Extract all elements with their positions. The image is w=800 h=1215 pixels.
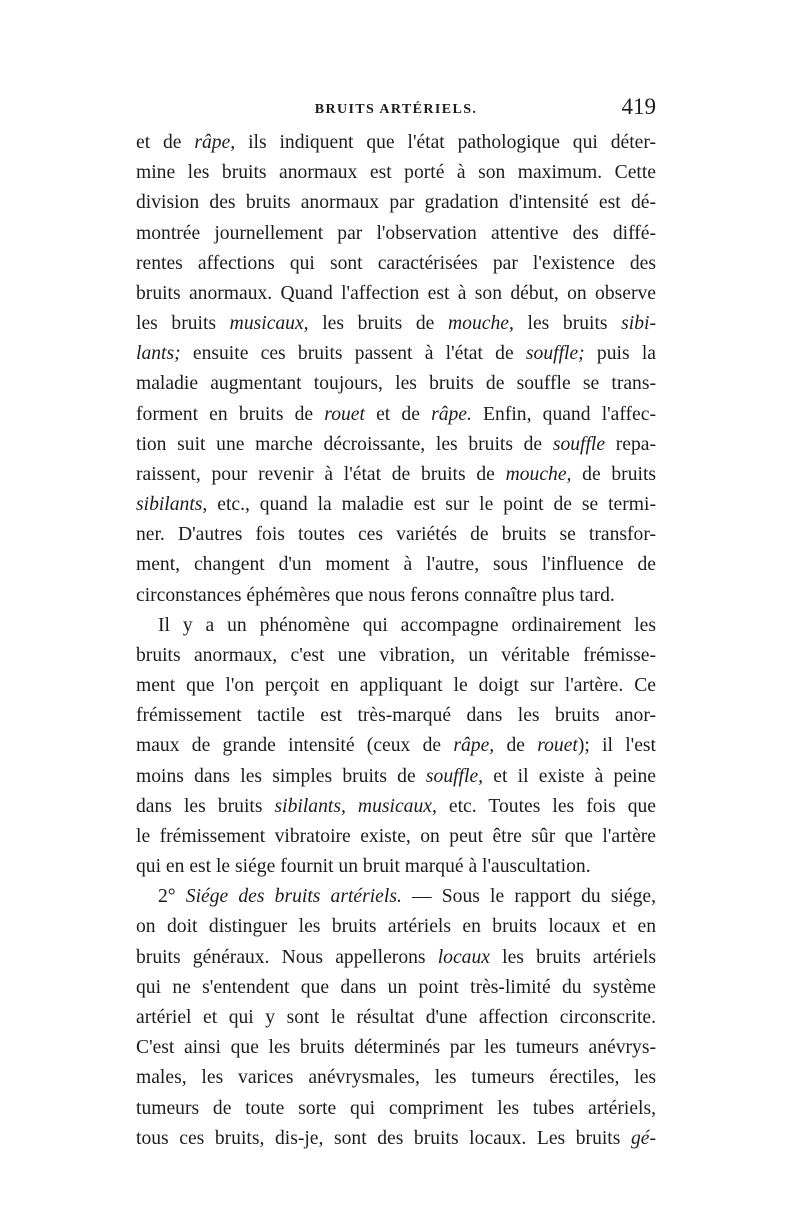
text-line bbox=[136, 731, 656, 761]
text-run: maladie augmentant toujours, les bruits de souffle se trans- bbox=[136, 373, 656, 395]
text-line bbox=[136, 1003, 656, 1033]
text-line bbox=[136, 641, 656, 671]
text-run: C'est ainsi que les bruits déterminés par les tumeurs anévrys- bbox=[136, 1037, 656, 1059]
text-run: forment en bruits de bbox=[136, 403, 325, 425]
text-run: les bruits artériels bbox=[489, 946, 656, 968]
text-line bbox=[136, 671, 656, 701]
text-line bbox=[136, 400, 656, 430]
text-line bbox=[136, 249, 656, 279]
italic-term: mouche, bbox=[505, 463, 572, 485]
text-line bbox=[136, 1033, 656, 1063]
text-run: puis la bbox=[584, 343, 656, 365]
body-text bbox=[136, 128, 656, 1154]
text-run: males, les varices anévrysmales, les tumeurs érectiles, les bbox=[136, 1067, 656, 1089]
text-line bbox=[136, 581, 656, 611]
text-run: circonstances éphémères que nous ferons connaître plus tard. bbox=[136, 584, 615, 606]
text-run: on doit distinguer les bruits artériels en bruits locaux et en bbox=[136, 916, 656, 938]
text-run: etc. Toutes les fois que bbox=[436, 795, 656, 817]
text-run: et il existe à peine bbox=[483, 765, 656, 787]
text-run: tumeurs de toute sorte qui compriment les tubes artériels, bbox=[136, 1097, 656, 1119]
text-run: les bruits de bbox=[308, 313, 449, 335]
text-run: de bruits bbox=[571, 463, 657, 485]
italic-term: lants; bbox=[136, 343, 181, 365]
text-line bbox=[136, 822, 656, 852]
italic-term: gé- bbox=[630, 1127, 656, 1149]
text-run: bruits anormaux. Quand l'affection est à son début, on observe bbox=[136, 282, 656, 304]
text-run: mine les bruits anormaux est porté à son maximum. Cette bbox=[136, 162, 656, 184]
text-line bbox=[136, 882, 656, 912]
italic-term: locaux bbox=[437, 946, 490, 968]
text-run: ensuite ces bruits passent à l'état de bbox=[180, 343, 526, 365]
text-run: ils indiquent que l'état pathologique qui déter- bbox=[235, 132, 656, 153]
text-line bbox=[136, 430, 656, 460]
text-run: maux de grande intensité (ceux de bbox=[136, 735, 454, 757]
text-run: et de bbox=[136, 132, 195, 153]
text-run: moins dans les simples bruits de bbox=[136, 765, 426, 787]
italic-term: rouet bbox=[324, 403, 365, 425]
text-line bbox=[136, 128, 656, 158]
text-line bbox=[136, 912, 656, 942]
text-line bbox=[136, 611, 656, 641]
page-number: 419 bbox=[621, 94, 656, 119]
text-run: ment que l'on perçoit en appliquant le doigt sur l'artère. Ce bbox=[136, 675, 656, 697]
italic-term: sibilants, musicaux, bbox=[274, 795, 437, 817]
text-line bbox=[136, 1124, 656, 1154]
text-run: qui ne s'entendent que dans un point très-limité du système bbox=[136, 976, 656, 998]
text-run: tion suit une marche décroissante, les bruits de bbox=[136, 433, 553, 455]
text-run: etc., quand la maladie est sur le point de se termi- bbox=[207, 494, 656, 516]
text-run: ment, changent d'un moment à l'autre, sous l'influence de bbox=[136, 554, 656, 576]
text-run: rentes affections qui sont caractérisées par l'existence des bbox=[136, 252, 656, 274]
text-line bbox=[136, 701, 656, 731]
text-line bbox=[136, 219, 656, 249]
text-run: montrée journellement par l'observation attentive des diffé- bbox=[136, 222, 656, 244]
text-run: Enfin, quand l'affec- bbox=[471, 403, 656, 425]
text-line bbox=[136, 339, 656, 369]
text-run: dans les bruits bbox=[136, 795, 275, 817]
italic-term: souffle bbox=[552, 433, 606, 455]
text-run: ner. D'autres fois toutes ces variétés de bruits se transfor- bbox=[136, 524, 656, 546]
text-run: et de bbox=[364, 403, 432, 425]
text-run: ); il l'est bbox=[577, 735, 656, 757]
text-line bbox=[136, 460, 656, 490]
text-run: les bruits bbox=[136, 313, 230, 335]
italic-term: râpe. bbox=[431, 403, 472, 425]
italic-term: souffle, bbox=[425, 765, 484, 787]
text-line bbox=[136, 1094, 656, 1124]
italic-term: râpe, bbox=[194, 132, 236, 153]
italic-term: sibi- bbox=[621, 313, 657, 335]
italic-term: Siége des bruits artériels. bbox=[185, 886, 402, 908]
text-line bbox=[136, 792, 656, 822]
text-run: les bruits bbox=[513, 313, 622, 335]
text-line bbox=[136, 762, 656, 792]
text-line bbox=[136, 369, 656, 399]
italic-term: sibilants, bbox=[136, 494, 208, 516]
text-run: raissent, pour revenir à l'état de bruits de bbox=[136, 463, 506, 485]
text-line bbox=[136, 188, 656, 218]
text-run: le frémissement vibratoire existe, on peut être sûr que l'artère bbox=[136, 825, 656, 847]
text-run: bruits généraux. Nous appellerons bbox=[136, 946, 438, 968]
text-run: de bbox=[494, 735, 538, 757]
text-run: 2° bbox=[158, 886, 186, 908]
text-run: tous ces bruits, dis-je, sont des bruits locaux. Les bruits bbox=[136, 1127, 631, 1149]
running-head bbox=[136, 92, 656, 126]
italic-term: râpe, bbox=[453, 735, 495, 757]
text-run: artériel et qui y sont le résultat d'une affection circonscrite. bbox=[136, 1006, 656, 1028]
text-line bbox=[136, 852, 656, 882]
text-run: repa- bbox=[605, 433, 656, 455]
text-line bbox=[136, 279, 656, 309]
text-run: division des bruits anormaux par gradation d'intensité est dé- bbox=[136, 192, 656, 214]
italic-term: souffle; bbox=[525, 343, 585, 365]
text-run: — Sous le rapport du siége, bbox=[401, 886, 656, 908]
text-line bbox=[136, 1063, 656, 1093]
text-line bbox=[136, 158, 656, 188]
text-run: frémissement tactile est très-marqué dans les bruits anor- bbox=[136, 705, 656, 727]
text-line bbox=[136, 943, 656, 973]
text-line bbox=[136, 520, 656, 550]
text-run: bruits anormaux, c'est une vibration, un véritable frémisse- bbox=[136, 644, 656, 666]
text-line bbox=[136, 309, 656, 339]
text-run: qui en est le siége fournit un bruit marqué à l'auscultation. bbox=[136, 856, 591, 878]
italic-term: mouche, bbox=[448, 313, 514, 335]
italic-term: musicaux, bbox=[229, 313, 309, 335]
italic-term: rouet bbox=[537, 735, 578, 757]
text-line bbox=[136, 550, 656, 580]
text-line bbox=[136, 973, 656, 1003]
running-title: BRUITS ARTÉRIELS. bbox=[314, 102, 478, 117]
text-run: Il y a un phénomène qui accompagne ordinairement les bbox=[158, 614, 656, 636]
text-line bbox=[136, 490, 656, 520]
